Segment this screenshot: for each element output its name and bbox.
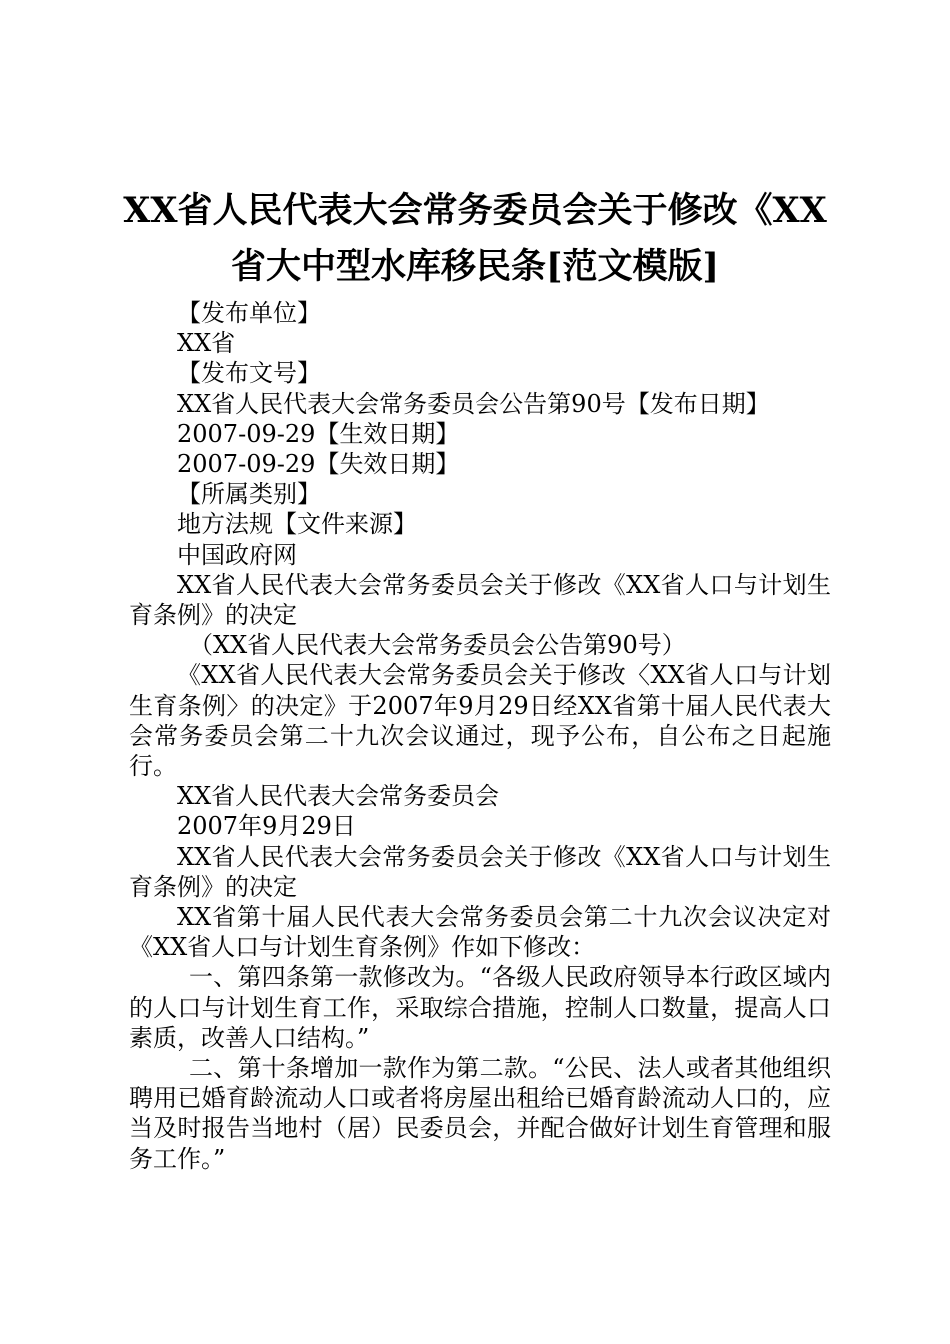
signatory: XX省人民代表大会常务委员会 bbox=[177, 782, 500, 811]
announcement-paragraph: 《XX省人民代表大会常务委员会关于修改〈XX省人口与计划生育条例〉的决定》于2007年9月29日经XX省第十届人民代表大会常务委员会第二十九次会议通过，现予公布，自公布之日起施行。 bbox=[129, 661, 831, 781]
category-label: 【所属类别】 bbox=[177, 480, 321, 509]
issuer-value: XX省 bbox=[177, 329, 236, 358]
issuer-label: 【发布单位】 bbox=[177, 299, 321, 327]
amendment-item-2: 二、第十条增加一款作为第二款。“公民、法人或者其他组织聘用已婚育龄流动人口或者将房屋出租给已婚育龄流动人口的，应当及时报告当地村（居）民委员会，并配合做好计划生育管理和服务工作。” bbox=[129, 1054, 831, 1173]
decision-title: XX省人民代表大会常务委员会关于修改《XX省人口与计划生育条例》的决定 bbox=[129, 842, 831, 901]
amendment-item-1: 一、第四条第一款修改为。“各级人民政府领导本行政区域内的人口与计划生育工作，采取综合措施，控制人口数量，提高人口素质，改善人口结构。” bbox=[129, 963, 831, 1052]
decision-intro-paragraph: XX省第十届人民代表大会常务委员会第二十九次会议决定对《XX省人口与计划生育条例》作如下修改： bbox=[129, 903, 831, 962]
category-value: 地方法规【文件来源】 bbox=[177, 510, 417, 539]
decision-heading: XX省人民代表大会常务委员会关于修改《XX省人口与计划生育条例》的决定 bbox=[129, 570, 831, 630]
document-title: XX省人民代表大会常务委员会关于修改《XX省大中型水库移民条[范文模版] bbox=[123, 190, 827, 287]
effective-date-value: 2007-09-29【失效日期】 bbox=[177, 450, 460, 479]
issue-date-value: 2007-09-29【生效日期】 bbox=[177, 419, 460, 448]
source-value: 中国政府网 bbox=[177, 540, 297, 569]
doc-number-value: XX省人民代表大会常务委员会公告第90号【发布日期】 bbox=[177, 389, 770, 418]
announcement-number: （XX省人民代表大会常务委员会公告第90号） bbox=[189, 631, 686, 660]
document-body bbox=[129, 298, 831, 1174]
doc-number-label: 【发布文号】 bbox=[177, 359, 321, 388]
signature-date: 2007年9月29日 bbox=[177, 812, 356, 841]
